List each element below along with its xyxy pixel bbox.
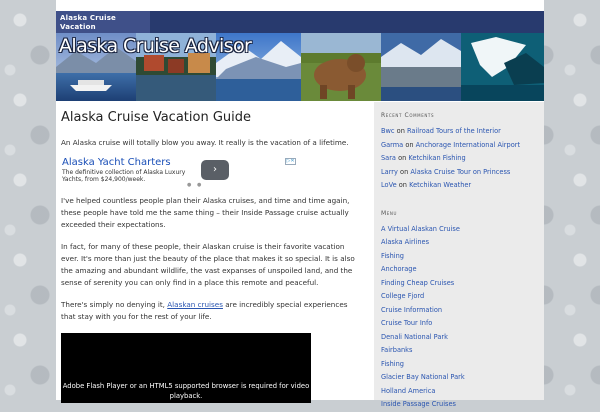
menu-link[interactable]: Fishing xyxy=(381,251,404,260)
comment-item xyxy=(381,179,537,193)
menu-item xyxy=(381,317,537,331)
comment-post-link[interactable]: Railroad Tours of the Interior xyxy=(406,127,501,135)
paragraph-text: There's simply no denying it, xyxy=(61,300,168,309)
comment-item xyxy=(381,166,537,180)
comment-author[interactable]: Larry xyxy=(381,167,398,176)
ad-choices-icon[interactable]: ▷✕ xyxy=(286,158,295,164)
menu-item xyxy=(381,236,537,250)
menu-item xyxy=(381,263,537,277)
comment-item xyxy=(381,125,537,139)
page-title: Alaska Cruise Vacation Guide xyxy=(61,110,251,125)
menu-item xyxy=(381,371,537,385)
menu-link[interactable]: Holland America xyxy=(381,386,436,395)
comment-author[interactable]: Bwc xyxy=(381,127,395,135)
menu-link[interactable]: Cruise Tour Info xyxy=(381,319,433,327)
ad-title[interactable]: Alaska Yacht Charters xyxy=(62,157,171,168)
intro-paragraph: An Alaska cruise will totally blow you away. It really is the vacation of a lifetime. xyxy=(61,138,349,147)
menu-item xyxy=(381,385,537,399)
main-content xyxy=(61,110,356,403)
comment-post-link[interactable]: Anchorage International Airport xyxy=(415,140,521,149)
ad-description: The definitive collection of Alaska Luxury Yachts, from $24,900/week. xyxy=(62,169,186,183)
menu-link[interactable]: A Virtual Alaskan Cruise xyxy=(381,224,460,233)
ad-pager-dots: ● ● xyxy=(187,182,204,188)
ad-arrow-button[interactable]: › xyxy=(201,160,229,180)
sidebar xyxy=(374,102,544,408)
menu-item xyxy=(381,250,537,264)
menu-item xyxy=(381,290,537,304)
menu-link[interactable]: Anchorage xyxy=(381,265,417,273)
comment-on: on xyxy=(396,127,405,135)
comment-on: on xyxy=(400,167,409,176)
menu-item xyxy=(381,331,537,345)
menu-item xyxy=(381,223,537,237)
comment-author[interactable]: Garma xyxy=(381,140,404,149)
comment-post-link[interactable]: Alaska Cruise Tour on Princess xyxy=(410,167,511,176)
comment-item xyxy=(381,152,537,166)
menu-link[interactable]: Fishing xyxy=(381,359,404,368)
menu-link[interactable]: Finding Cheap Cruises xyxy=(381,278,455,287)
menu-heading: Menu xyxy=(381,209,398,217)
menu-link[interactable]: Inside Passage Cruises xyxy=(381,400,456,408)
video-unsupported-message: Adobe Flash Player or an HTML5 supported browser is required for video playback. xyxy=(62,382,310,400)
comment-author[interactable]: LoVe xyxy=(381,181,397,189)
site-header xyxy=(56,11,544,101)
comment-post-link[interactable]: Ketchikan Fishing xyxy=(408,154,466,162)
site-title[interactable]: Alaska Cruise Advisor xyxy=(59,35,252,57)
menu-link[interactable]: Cruise Information xyxy=(381,305,443,314)
alaskan-cruises-link[interactable]: Alaskan cruises xyxy=(167,300,223,309)
comment-post-link[interactable]: Ketchikan Weather xyxy=(409,181,472,189)
comment-on: on xyxy=(405,140,414,149)
comment-author[interactable]: Sara xyxy=(381,154,396,162)
comment-on: on xyxy=(398,181,407,189)
paragraph-text: are incredibly special experiences that stay with you for the rest of your life. xyxy=(61,300,348,321)
menu-item xyxy=(381,344,537,358)
body-paragraph-2: In fact, for many of these people, their Alaskan cruise is their favorite vacation ever. It's more than just the beauty of the place that makes it so special. It is also the amazing and abundant wildlife, the vast expanses of unspoiled land, and the sense of serenity you can only find in a place this remote and peaceful. xyxy=(61,242,355,287)
site-tagline: Alaska Cruise Vacation xyxy=(56,11,150,33)
body-paragraph-3 xyxy=(61,299,356,323)
menu-list xyxy=(381,223,537,412)
menu-link[interactable]: Fairbanks xyxy=(381,346,413,354)
menu-item xyxy=(381,304,537,318)
menu-link[interactable]: Alaska Airlines xyxy=(381,238,430,246)
ad-banner[interactable] xyxy=(61,157,296,188)
page-wrapper xyxy=(56,0,544,408)
menu-link[interactable]: Glacier Bay National Park xyxy=(381,373,465,381)
menu-item xyxy=(381,398,537,412)
menu-link[interactable]: Denali National Park xyxy=(381,332,448,341)
menu-item xyxy=(381,358,537,372)
body-paragraph-1: I've helped countless people plan their Alaska cruises, and time and time again, these people have told me the same thing – their Inside Passage cruise actually exceeded their expectations. xyxy=(61,196,350,229)
video-player[interactable] xyxy=(61,333,311,403)
comment-on: on xyxy=(398,154,407,162)
menu-link[interactable]: College Fjord xyxy=(381,292,425,300)
menu-item xyxy=(381,277,537,291)
comment-item xyxy=(381,139,537,153)
recent-comments-heading: Recent Comments xyxy=(381,112,435,119)
recent-comments-list xyxy=(381,125,537,193)
